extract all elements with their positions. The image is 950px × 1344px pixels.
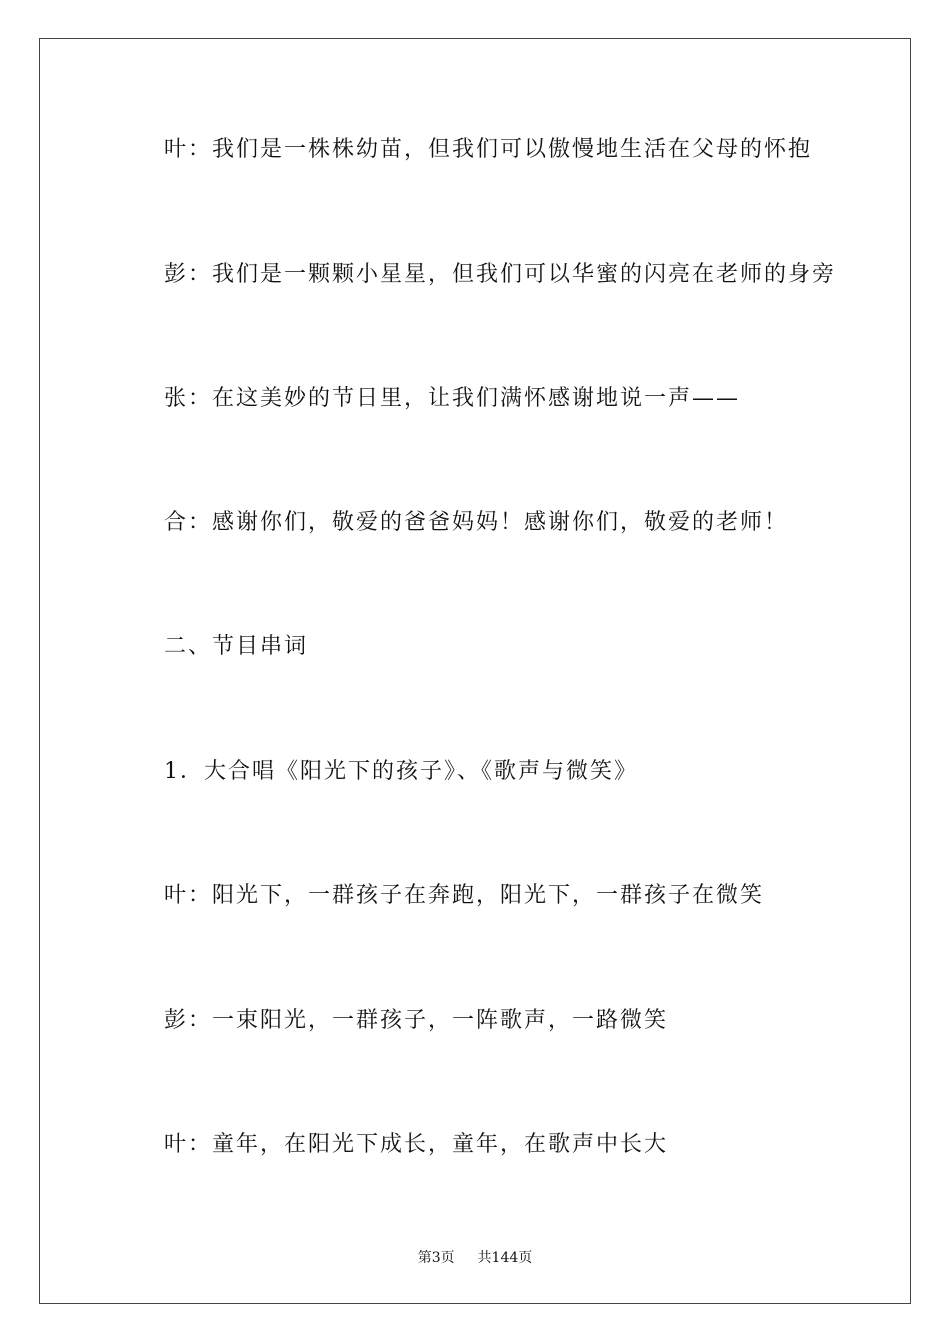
text-line: 彭：一束阳光，一群孩子，一阵歌声，一路微笑 — [164, 1008, 669, 1033]
text-line: 叶：阳光下，一群孩子在奔跑，阳光下，一群孩子在微笑 — [164, 883, 765, 908]
page-border — [39, 38, 911, 1304]
page-footer — [0, 1247, 950, 1267]
text-line: 叶：我们是一株株幼苗，但我们可以傲慢地生活在父母的怀抱 — [164, 137, 813, 162]
text-line: 张：在这美妙的节日里，让我们满怀感谢地说一声—— — [164, 386, 741, 411]
page-number: 第3页 — [417, 1250, 455, 1266]
text-line: 彭：我们是一颗颗小星星，但我们可以华蜜的闪亮在老师的身旁 — [164, 262, 837, 287]
text-line: 叶：童年，在阳光下成长，童年，在歌声中长大 — [164, 1132, 669, 1157]
text-line: 1．大合唱《阳光下的孩子》、《歌声与微笑》 — [164, 759, 638, 784]
text-line: 合：感谢你们，敬爱的爸爸妈妈！感谢你们，敬爱的老师！ — [164, 510, 789, 535]
section-heading: 二、节目串词 — [164, 634, 309, 659]
total-pages: 共144页 — [477, 1250, 533, 1266]
